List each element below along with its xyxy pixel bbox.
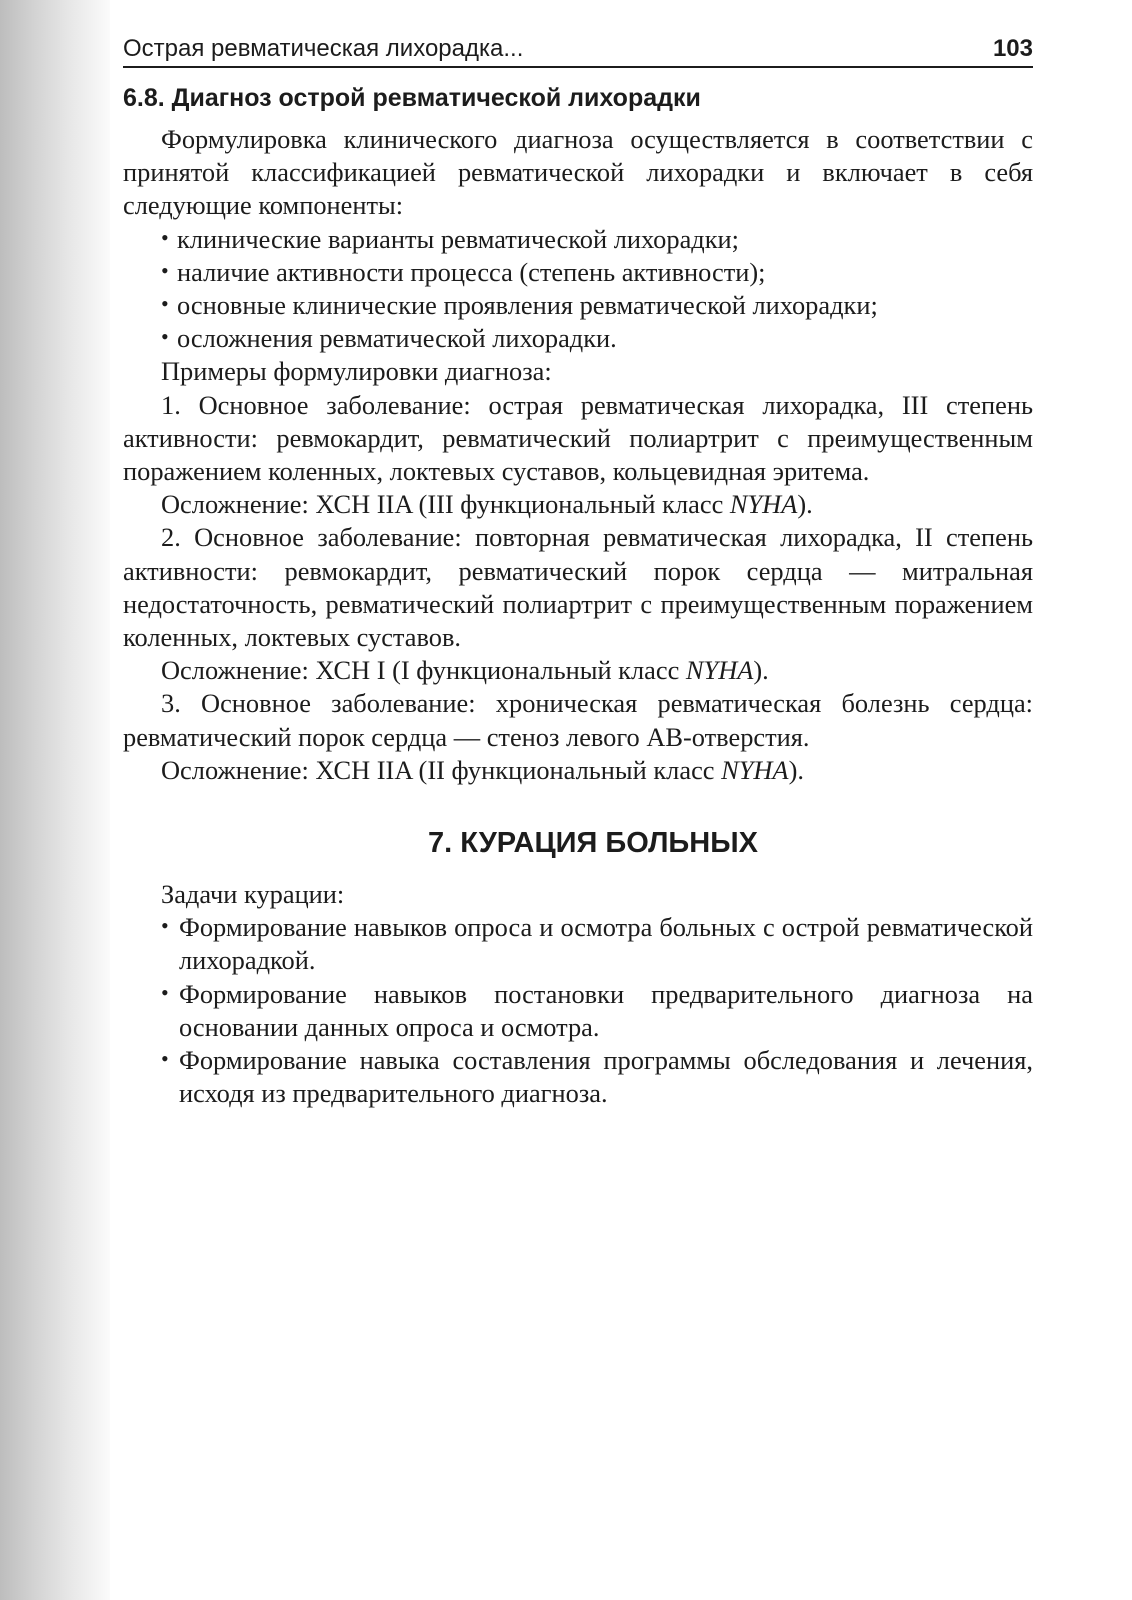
example-2-complication: [123, 654, 1033, 687]
example-1-main: 1. Основное заболевание: острая ревматическая лихорадка, III степень активности: ревмокардит, ревматический полиартрит с преимущественным поражением коленных, локтевых суставов, кольцевидная эритема.: [123, 389, 1033, 487]
section-intro: Формулировка клинического диагноза осуществляется в соответствии с принятой классификацией ревматической лихорадки и включает в себя следующие компоненты:: [123, 124, 1033, 221]
chapter-body: [123, 878, 1033, 1110]
running-header: [123, 34, 1033, 68]
running-title: Острая ревматическая лихорадка...: [123, 35, 524, 62]
complication-end: ).: [753, 655, 769, 686]
page-number: 103: [992, 35, 1033, 62]
tasks-list: [123, 911, 1033, 1110]
section-body: [123, 123, 1033, 787]
list-item: • клинические варианты ревматической лихорадки;: [161, 223, 1033, 256]
list-item: • Формирование навыков опроса и осмотра больных с острой ревматической лихорадкой.: [161, 911, 1033, 977]
list-item: • осложнения ревматической лихорадки.: [161, 322, 1033, 355]
complication-text: Осложнение: ХСН IIA (II функциональный класс: [161, 754, 722, 785]
example-3-main: 3. Основное заболевание: хроническая ревматическая болезнь сердца: ревматический порок сердца — стеноз левого АВ-отверстия.: [123, 688, 1033, 752]
examples-label: Примеры формулировки диагноза:: [161, 356, 552, 387]
book-page: [123, 34, 1033, 1110]
complication-class: NYHA: [685, 655, 754, 686]
example-2-main: 2. Основное заболевание: повторная ревматическая лихорадка, II степень активности: ревмокардит, ревматический порок сердца — митральная недостаточность, ревматический полиартрит с преимущественным поражением коленных, локтевых суставов.: [123, 522, 1033, 653]
list-item: • наличие активности процесса (степень активности);: [161, 256, 1033, 289]
section-title: 6.8. Диагноз острой ревматической лихорадки: [123, 84, 701, 112]
list-item: • основные клинические проявления ревматической лихорадки;: [161, 289, 1033, 322]
complication-text: Осложнение: ХСН I (I функциональный класс: [161, 655, 686, 686]
complication-end: ).: [788, 754, 804, 785]
complication-class: NYHA: [721, 754, 789, 785]
list-item: • Формирование навыков постановки предварительного диагноза на основании данных опроса и осмотра.: [161, 978, 1033, 1044]
page-gutter-shadow: [0, 0, 110, 1600]
list-item: • Формирование навыка составления программы обследования и лечения, исходя из предварительного диагноза.: [161, 1044, 1033, 1110]
example-1-complication: [123, 488, 1033, 521]
example-3-complication: [123, 754, 1033, 787]
complication-end: ).: [797, 489, 813, 520]
tasks-label: Задачи курации:: [161, 879, 345, 910]
complication-class: NYHA: [729, 489, 798, 520]
diagnosis-components-list: [123, 223, 1033, 356]
complication-text: Осложнение: ХСН IIA (III функциональный класс: [161, 489, 730, 520]
chapter-title: 7. КУРАЦИЯ БОЛЬНЫХ: [428, 827, 758, 860]
